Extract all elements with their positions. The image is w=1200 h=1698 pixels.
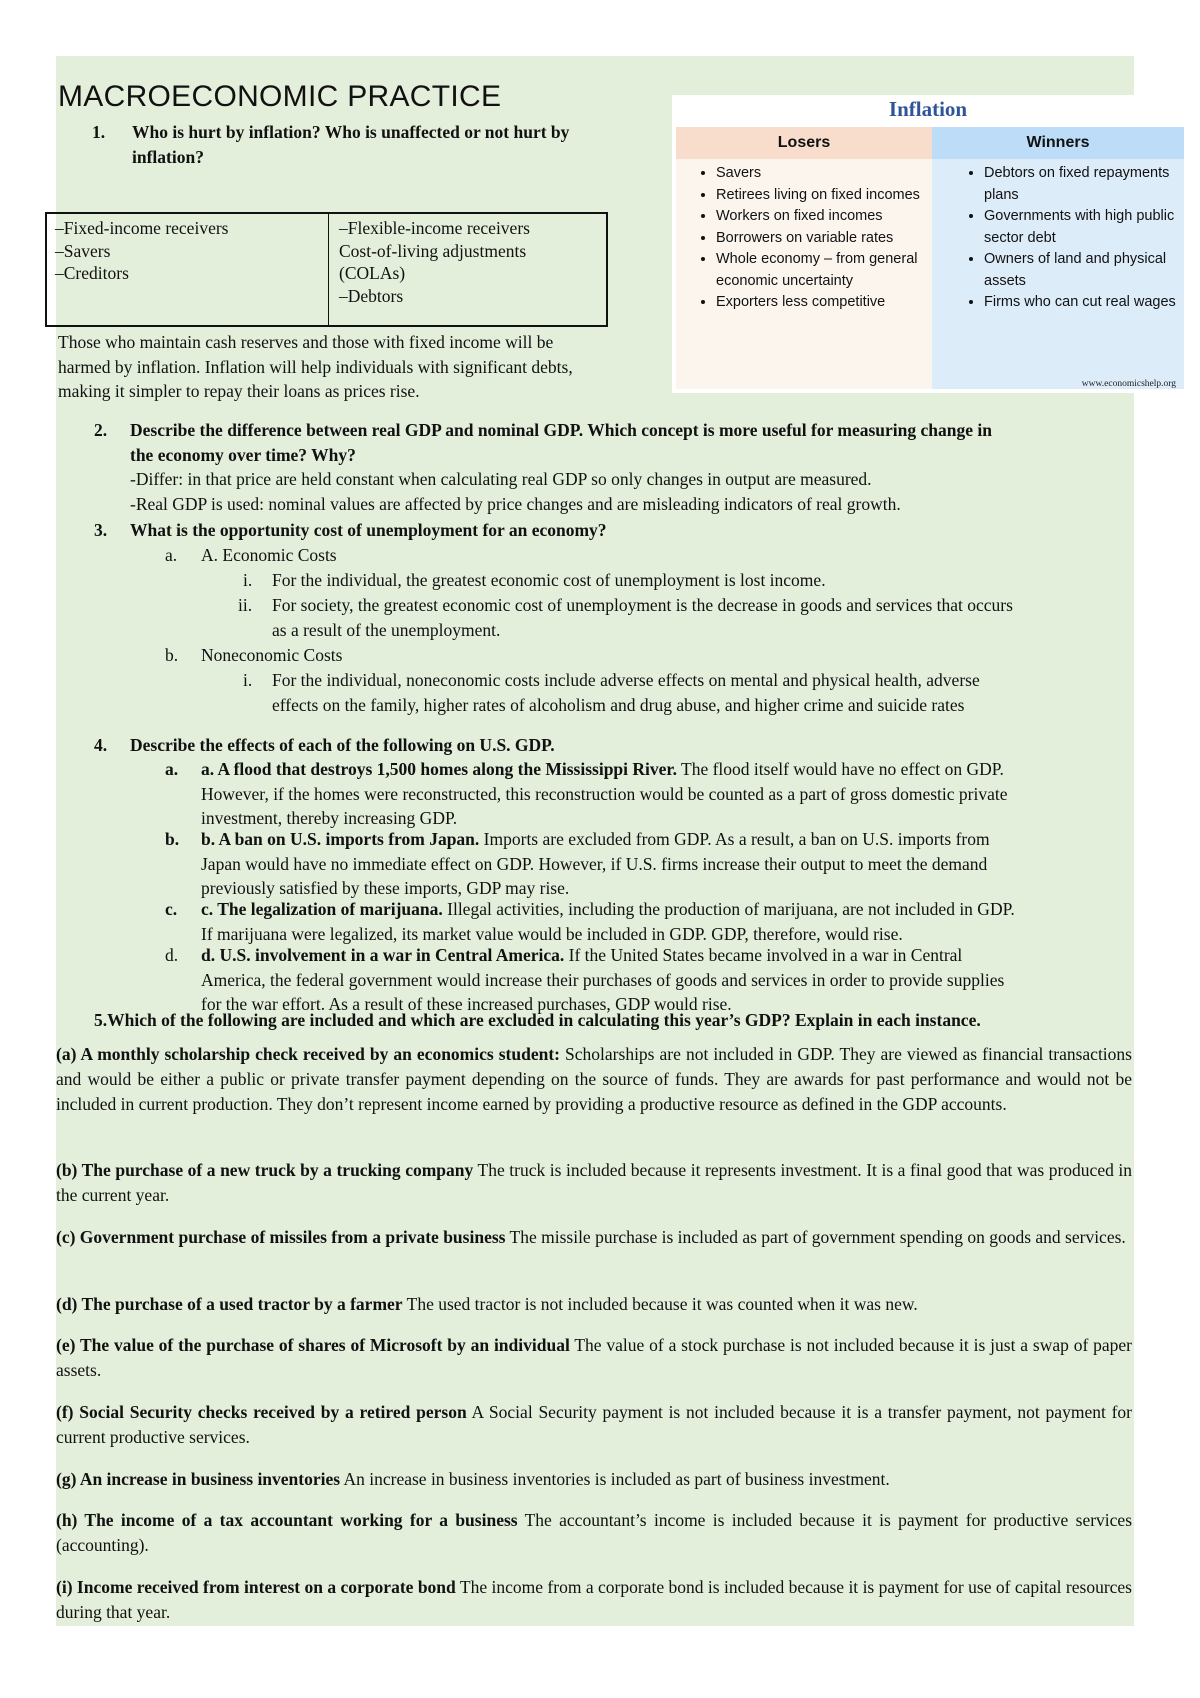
item-heading: (h) The income of a tax accountant working for a business — [56, 1510, 518, 1530]
text-line: Japan would have no immediate effect on GDP. However, if U.S. firms increase their output to meet the demand — [201, 853, 988, 874]
list-item: • Debtors on fixed repayments plans — [984, 163, 1184, 206]
item-text: The value of a stock purchase is not included because it is just a swap of paper assets. — [56, 1335, 1132, 1380]
q3-b-label: Noneconomic Costs — [201, 645, 343, 665]
inflation-figure-title: Inflation — [888, 97, 968, 121]
item-text: Scholarships are not included in GDP. They are viewed as financial transactions and would be either a public or private transfer payment depending on the source of funds. They are awards for past performance and would not be included in current production. They don’t represent income earned by providing a productive resource as defined in the GDP accounts. — [56, 1044, 1132, 1114]
item-text: If the United States became involved in a war in Central — [564, 945, 963, 965]
winners-list — [932, 159, 1184, 314]
q1-answer — [58, 330, 678, 404]
q4-number: 4. — [94, 735, 108, 755]
table-text: –Fixed-income receivers — [55, 218, 229, 238]
losers-list-box — [676, 159, 932, 389]
text-line: effects on the family, higher rates of alcoholism and drug abuse, and higher crime and suicide rates — [272, 694, 965, 715]
q4-question: Describe the effects of each of the following on U.S. GDP. — [130, 735, 555, 755]
q5-item-i — [56, 1575, 1132, 1625]
q4-item-marker: b. — [165, 829, 180, 849]
q5-item-d — [56, 1292, 1132, 1317]
q3-b-marker: b. — [165, 645, 179, 665]
q3-a-marker: a. — [165, 545, 178, 565]
winners-list-box — [932, 159, 1184, 389]
q5-item-b — [56, 1158, 1132, 1208]
text-line: investment, thereby increasing GDP. — [201, 808, 458, 828]
text-line — [201, 827, 1131, 852]
list-item: • Whole economy – from general economic uncertainty — [716, 249, 932, 292]
q5-item-a — [56, 1042, 1132, 1117]
page-title: MACROECONOMIC PRACTICE — [58, 80, 502, 113]
table-text: (COLAs) — [339, 263, 406, 283]
text-line — [201, 943, 1131, 968]
list-item: • Borrowers on variable rates — [716, 228, 932, 250]
item-text: A Social Security payment is not included because it is a transfer payment, not payment for current productive services. — [56, 1402, 1132, 1447]
q5-item-e — [56, 1333, 1132, 1383]
q1-question-line: Who is hurt by inflation? Who is unaffected or not hurt by — [132, 122, 570, 142]
list-item: • Firms who can cut real wages — [984, 292, 1184, 314]
item-heading: (a) A monthly scholarship check received by an economics student: — [56, 1044, 560, 1064]
item-text: The income from a corporate bond is included because it is payment for use of capital resources during that year. — [56, 1577, 1132, 1622]
table-right-cell — [329, 214, 606, 325]
q3-a-i-text: For the individual, the greatest economic cost of unemployment is lost income. — [272, 570, 826, 590]
losers-list — [676, 159, 932, 314]
list-item: • Retirees living on fixed incomes — [716, 185, 932, 207]
q3-a-i-marker: i. — [243, 570, 253, 590]
text-line: If marijuana were legalized, its market value would be included in GDP. GDP, therefore, would rise. — [201, 923, 903, 944]
text-line: for the war effort. As a result of these increased purchases, GDP would rise. — [201, 994, 732, 1014]
text-line: as a result of the unemployment. — [272, 619, 501, 640]
table-text: –Creditors — [55, 263, 129, 283]
q2-block — [130, 418, 1130, 516]
item-heading: (c) Government purchase of missiles from a private business — [56, 1227, 506, 1247]
winners-header: Winners — [932, 127, 1184, 159]
text-line: previously satisfied by these imports, GDP may rise. — [201, 878, 570, 898]
item-heading: b. A ban on U.S. imports from Japan. — [201, 829, 480, 849]
text-line: However, if the homes were reconstructed, this reconstruction would be counted as a part of gross domestic private — [201, 783, 1008, 804]
q4-item-c — [201, 897, 1131, 946]
list-item: • Governments with high public sector debt — [984, 206, 1184, 249]
q4-item-a — [201, 757, 1131, 831]
list-item: • Exporters less competitive — [716, 292, 932, 314]
figure-source: www.economicshelp.org — [1081, 379, 1176, 389]
q2-question-line: Describe the difference between real GDP and nominal GDP. Which concept is more useful for measuring change in — [130, 420, 992, 440]
q2-answer-line: -Differ: in that price are held constant when calculating real GDP so only changes in output are measured. — [130, 469, 872, 489]
text-line — [201, 757, 1131, 782]
item-text: An increase in business inventories is included as part of business investment. — [340, 1469, 890, 1489]
q3-a-label: A. Economic Costs — [201, 545, 337, 565]
q1-question-line: inflation? — [132, 146, 204, 167]
inflation-figure — [672, 95, 1184, 393]
q1-number: 1. — [92, 122, 106, 142]
item-heading: a. A flood that destroys 1,500 homes along the Mississippi River. — [201, 759, 677, 779]
q3-a-ii-marker: ii. — [238, 595, 253, 615]
item-text: Imports are excluded from GDP. As a result, a ban on U.S. imports from — [479, 829, 990, 849]
item-heading: (f) Social Security checks received by a retired person — [56, 1402, 467, 1422]
list-item: • Savers — [716, 163, 932, 185]
losers-header: Losers — [676, 127, 932, 159]
q3-number: 3. — [94, 520, 108, 540]
table-text: –Flexible-income receivers — [339, 218, 530, 238]
q4-item-b — [201, 827, 1131, 901]
q2-number: 2. — [94, 420, 108, 440]
item-text: The missile purchase is included as part of government spending on goods and services. — [505, 1227, 1126, 1247]
item-text: The used tractor is not included because it was counted when it was new. — [402, 1294, 918, 1314]
item-heading: (e) The value of the purchase of shares of Microsoft by an individual — [56, 1335, 570, 1355]
item-text: The flood itself would have no effect on GDP. — [676, 759, 1004, 779]
answer-line: making it simpler to repay their loans as prices rise. — [58, 381, 420, 401]
q2-question-line: the economy over time? Why? — [130, 444, 356, 465]
q3-a-ii-text — [272, 593, 1132, 642]
item-heading: (i) Income received from interest on a corporate bond — [56, 1577, 456, 1597]
q1-question — [132, 120, 652, 169]
item-heading: c. The legalization of marijuana. — [201, 899, 443, 919]
list-item: • Workers on fixed incomes — [716, 206, 932, 228]
list-item: • Owners of land and physical assets — [984, 249, 1184, 292]
q5-item-c — [56, 1225, 1132, 1250]
q3-b-i-marker: i. — [243, 670, 253, 690]
q5-item-g — [56, 1467, 1132, 1492]
q4-item-marker: a. — [165, 759, 179, 779]
winners-losers-table — [45, 212, 608, 327]
item-heading: (d) The purchase of a used tractor by a farmer — [56, 1294, 403, 1314]
q5-item-h — [56, 1508, 1132, 1558]
answer-line: Those who maintain cash reserves and those with fixed income will be — [58, 332, 554, 352]
q3-question: What is the opportunity cost of unemployment for an economy? — [130, 520, 607, 540]
item-heading: d. U.S. involvement in a war in Central America. — [201, 945, 565, 965]
item-heading: (g) An increase in business inventories — [56, 1469, 341, 1489]
item-text: The truck is included because it represents investment. It is a final good that was produced in the current year. — [56, 1160, 1133, 1205]
answer-line: harmed by inflation. Inflation will help individuals with significant debts, — [58, 356, 573, 377]
table-text: –Savers — [55, 240, 111, 261]
q5-question: 5.Which of the following are included and which are excluded in calculating this year’s GDP? Explain in each instance. — [94, 1010, 981, 1030]
q2-answer-line: -Real GDP is used: nominal values are affected by price changes and are misleading indicators of real growth. — [130, 493, 901, 514]
q5-item-f — [56, 1400, 1132, 1450]
q4-item-d — [201, 943, 1131, 1017]
item-heading: (b) The purchase of a new truck by a trucking company — [56, 1160, 474, 1180]
table-text: –Debtors — [339, 285, 404, 306]
text-line — [201, 897, 1131, 922]
item-text: Illegal activities, including the production of marijuana, are not included in GDP. — [442, 899, 1015, 919]
q3-b-i-text — [272, 668, 1132, 717]
text-line: America, the federal government would increase their purchases of goods and services in order to provide supplies — [201, 969, 1005, 990]
q4-item-marker: d. — [165, 945, 179, 965]
item-text: The accountant’s income is included because it is payment for productive services (accounting). — [56, 1510, 1133, 1555]
q4-item-marker: c. — [165, 899, 178, 919]
text-line: For society, the greatest economic cost of unemployment is the decrease in goods and services that occurs — [272, 595, 1013, 615]
table-left-cell — [47, 214, 329, 325]
text-line: For the individual, noneconomic costs include adverse effects on mental and physical health, adverse — [272, 670, 980, 690]
table-text: Cost-of-living adjustments — [339, 240, 527, 261]
